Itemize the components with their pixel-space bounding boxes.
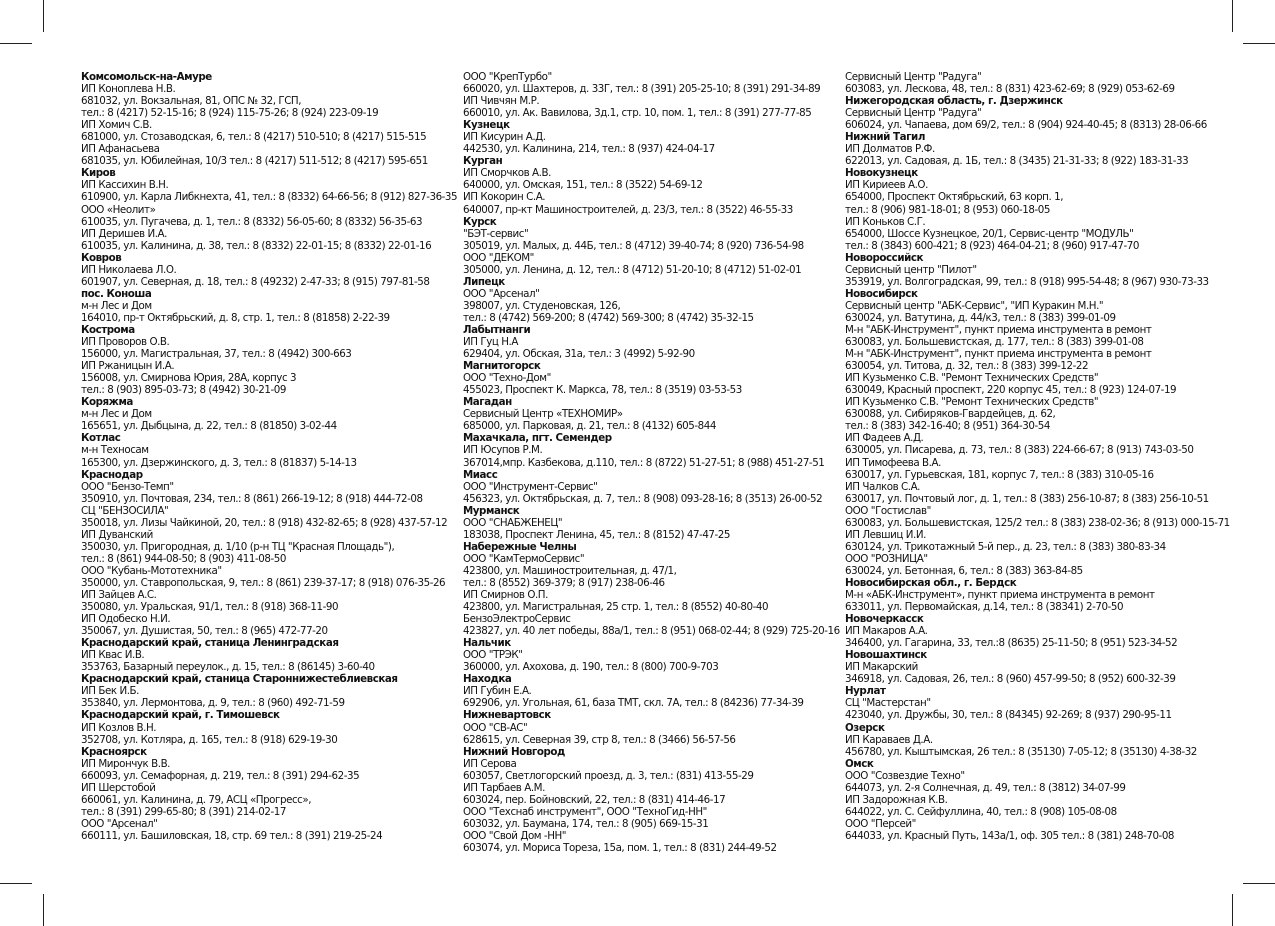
entry-line: 630017, ул. Почтовый лог, д. 1, тел.: 8 (383) 256-10-87; 8 (383) 256-10-51 bbox=[845, 492, 1209, 505]
entry-line: 603057, Светлогорский проезд, д. 3, тел.: (831) 413-55-29 bbox=[463, 769, 754, 782]
entry-line: тел.: 8 (8552) 369-379; 8 (917) 238-06-46 bbox=[463, 576, 665, 589]
entry-line: 630054, ул. Титова, д. 32, тел.: 8 (383) 399-12-22 bbox=[845, 360, 1089, 373]
entry-line: 622013, ул. Садовая, д. 1Б, тел.: 8 (3435) 21-31-33; 8 (922) 183-31-33 bbox=[845, 155, 1189, 168]
entry-line: 692906, ул. Угольная, 61, база ТМТ, скл. 7А, тел.: 8 (84236) 77-34-39 bbox=[463, 697, 804, 710]
city-heading: Находка bbox=[463, 673, 512, 686]
entry-line: 183038, Проспект Ленина, 45, тел.: 8 (8152) 47-47-25 bbox=[463, 528, 730, 541]
entry-line: БензоЭлектроСервис bbox=[463, 613, 571, 626]
entry-line: тел.: 8 (3843) 600-421; 8 (923) 464-04-21; 8 (960) 917-47-70 bbox=[845, 239, 1139, 252]
entry-line: 603032, ул. Баумана, 174, тел.: 8 (905) 669-15-31 bbox=[463, 817, 709, 830]
city-heading: Озерск bbox=[845, 721, 885, 734]
entry-line: ООО "Бензо-Темп" bbox=[81, 480, 174, 493]
crop-mark-top-left bbox=[43, 0, 44, 32]
crop-mark-bottom-left bbox=[43, 894, 44, 926]
entry-line: тел.: 8 (383) 342-16-40; 8 (951) 364-30-54 bbox=[845, 420, 1050, 433]
entry-line: 681032, ул. Вокзальная, 81, ОПС № 32, ГСП, bbox=[81, 95, 302, 108]
city-heading: Нурлат bbox=[845, 685, 886, 698]
entry-line: СЦ "Мастерстан" bbox=[845, 697, 931, 710]
entry-line: ИП Ржаницын И.А. bbox=[81, 360, 175, 373]
city-heading: Курган bbox=[463, 155, 503, 168]
city-heading: Набережные Челны bbox=[463, 540, 577, 553]
entry-line: 456780, ул. Кыштымская, 26 тел.: 8 (35130) 7-05-12; 8 (35130) 4-38-32 bbox=[845, 745, 1197, 758]
entry-line: 350030, ул. Пригородная, д. 1/10 (р-н ТЦ "Красная Площадь"), bbox=[81, 540, 395, 553]
city-heading: Магнитогорск bbox=[463, 360, 541, 373]
entry-line: ИП Деришев И.А. bbox=[81, 227, 167, 240]
entry-line: ИП Чалков С.А. bbox=[845, 480, 921, 493]
entry-line: ООО "Техснаб инструмент", ООО "ТехноГид-НН" bbox=[463, 805, 707, 818]
entry-line: 156000, ул. Магистральная, 37, тел.: 8 (4942) 300-663 bbox=[81, 348, 352, 361]
entry-line: 630005, ул. Писарева, д. 73, тел.: 8 (383) 224-66-67; 8 (913) 743-03-50 bbox=[845, 444, 1194, 457]
entry-line: 350018, ул. Лизы Чайкиной, 20, тел.: 8 (918) 432-82-65; 8 (928) 437-57-12 bbox=[81, 516, 448, 529]
entry-line: ИП Коноплева Н.В. bbox=[81, 83, 176, 96]
city-heading: Мурманск bbox=[463, 504, 520, 517]
city-heading: Киров bbox=[81, 167, 116, 180]
entry-line: ИП Кириеев А.О. bbox=[845, 179, 928, 192]
entry-line: ООО "Инструмент-Сервис" bbox=[463, 480, 598, 493]
city-heading: Махачкала, пгт. Семендер bbox=[463, 432, 612, 445]
entry-line: 353763, Базарный переулок., д. 15, тел.: 8 (86145) 3-60-40 bbox=[81, 661, 375, 674]
entry-line: ООО "РОЗНИЦА" bbox=[845, 552, 928, 565]
entry-line: 305019, ул. Малых, д. 44Б, тел.: 8 (4712) 39-40-74; 8 (920) 736-54-98 bbox=[463, 239, 804, 252]
entry-line: ИП Макарский bbox=[845, 661, 918, 674]
entry-line: ООО "КрепТурбо" bbox=[463, 71, 552, 83]
city-heading: Нижегородская область, г. Дзержинск bbox=[845, 95, 1063, 108]
entry-line: тел.: 8 (903) 895-03-73; 8 (4942) 30-21-09 bbox=[81, 384, 286, 397]
city-heading: пос. Коноша bbox=[81, 287, 152, 300]
entry-line: "БЭТ-сервис" bbox=[463, 227, 529, 240]
city-heading: Красноярск bbox=[81, 745, 147, 758]
entry-line: тел.: 8 (391) 299-65-80; 8 (391) 214-02-17 bbox=[81, 805, 286, 818]
crop-mark-left-lower bbox=[0, 883, 32, 884]
entry-line: ИП Кокорин С.А. bbox=[463, 191, 546, 204]
entry-line: ООО "СВ-АС" bbox=[463, 721, 528, 734]
entry-line: 628615, ул. Северная 39, стр 8, тел.: 8 (3466) 56-57-56 bbox=[463, 733, 736, 746]
city-heading: Новосибирск bbox=[845, 287, 918, 300]
crop-mark-right-upper bbox=[1243, 43, 1275, 44]
entry-line: М-н «АБК-Инструмент», пункт приема инструмента в ремонт bbox=[845, 589, 1155, 602]
entry-line: ИП Мирончук В.В. bbox=[81, 757, 171, 770]
entry-line: Сервисный Центр "Радуга" bbox=[845, 71, 982, 83]
entry-line: ИП Кузьменко С.В. "Ремонт Технических Средств" bbox=[845, 372, 1099, 385]
entry-line: ООО "КамТермоСервис" bbox=[463, 552, 585, 565]
entry-line: 603083, ул. Лескова, 48, тел.: 8 (831) 423-62-69; 8 (929) 053-62-69 bbox=[845, 83, 1175, 96]
service-center-column-1 bbox=[81, 71, 458, 842]
entry-line: ИП Долматов Р.Ф. bbox=[845, 143, 935, 156]
entry-line: ООО «Неолит» bbox=[81, 203, 156, 216]
entry-line: 352708, ул. Котляра, д. 165, тел.: 8 (918) 629-19-30 bbox=[81, 733, 338, 746]
entry-line: 660061, ул. Калинина, д. 79, АСЦ «Прогресс», bbox=[81, 793, 312, 806]
entry-line: ИП Кисурин А.Д. bbox=[463, 131, 546, 144]
entry-line: 660093, ул. Семафорная, д. 219, тел.: 8 (391) 294-62-35 bbox=[81, 769, 360, 782]
entry-line: ИП Зайцев А.С. bbox=[81, 589, 157, 602]
entry-line: 681000, ул. Стозаводская, 6, тел.: 8 (4217) 510-510; 8 (4217) 515-515 bbox=[81, 131, 427, 144]
entry-line: ИП Квас И.В. bbox=[81, 649, 145, 662]
entry-line: ООО "ДЕКОМ" bbox=[463, 251, 534, 264]
entry-line: ИП Серова bbox=[463, 757, 517, 770]
entry-line: м-н Лес и Дом bbox=[81, 299, 152, 312]
entry-line: ИП Тарбаев А.М. bbox=[463, 781, 545, 794]
entry-line: ИП Коньков С.Г. bbox=[845, 215, 926, 228]
entry-line: ИП Кузьменко С.В. "Ремонт Технических Средств" bbox=[845, 396, 1099, 409]
city-heading: Миасс bbox=[463, 468, 498, 481]
entry-line: ООО "Кубань-Мототехника" bbox=[81, 564, 222, 577]
entry-line: М-н "АБК-Инструмент", пункт приема инструмента в ремонт bbox=[845, 323, 1152, 336]
entry-line: ООО "ТРЭК" bbox=[463, 649, 523, 662]
entry-line: 630024, ул. Бетонная, 6, тел.: 8 (383) 363-84-85 bbox=[845, 564, 1083, 577]
entry-line: ИП Одобеско Н.И. bbox=[81, 613, 171, 626]
entry-line: 640000, ул. Омская, 151, тел.: 8 (3522) 54-69-12 bbox=[463, 179, 703, 192]
entry-line: ИП Юсупов Р.М. bbox=[463, 444, 543, 457]
city-heading: Магадан bbox=[463, 396, 512, 409]
entry-line: 350080, ул. Уральская, 91/1, тел.: 8 (918) 368-11-90 bbox=[81, 601, 339, 614]
entry-line: ООО "Свой Дом -НН" bbox=[463, 829, 567, 842]
entry-line: 423040, ул. Дружбы, 30, тел.: 8 (84345) 92-269; 8 (937) 290-95-11 bbox=[845, 709, 1172, 722]
entry-line: 398007, ул. Студеновская, 126, bbox=[463, 299, 621, 312]
city-heading: Котлас bbox=[81, 432, 121, 445]
entry-line: 350910, ул. Почтовая, 234, тел.: 8 (861) 266-19-12; 8 (918) 444-72-08 bbox=[81, 492, 423, 505]
entry-line: ИП Левшиц И.И. bbox=[845, 528, 926, 541]
crop-mark-right-lower bbox=[1243, 883, 1275, 884]
entry-line: 346400, ул. Гагарина, 33, тел.:8 (8635) 25-11-50; 8 (951) 523-34-52 bbox=[845, 637, 1178, 650]
entry-line: М-н "АБК-Инструмент", пункт приема инструмента в ремонт bbox=[845, 348, 1152, 361]
entry-line: ИП Шерстобой bbox=[81, 781, 156, 794]
entry-line: ООО "Гостислав" bbox=[845, 504, 931, 517]
entry-line: 606024, ул. Чапаева, дом 69/2, тел.: 8 (904) 924-40-45; 8 (8313) 28-06-66 bbox=[845, 119, 1207, 132]
city-heading: Краснодарский край, г. Тимошевск bbox=[81, 709, 280, 722]
entry-line: 630088, ул. Сибиряков-Гвардейцев, д. 62, bbox=[845, 408, 1056, 421]
entry-line: тел.: 8 (4742) 569-200; 8 (4742) 569-300; 8 (4742) 35-32-15 bbox=[463, 311, 754, 324]
entry-line: ИП Караваев Д.А. bbox=[845, 733, 933, 746]
crop-mark-top-right bbox=[1232, 0, 1233, 32]
city-heading: Кострома bbox=[81, 323, 135, 336]
entry-line: 360000, ул. Ахохова, д. 190, тел.: 8 (800) 700-9-703 bbox=[463, 661, 719, 674]
city-heading: Новошахтинск bbox=[845, 649, 927, 662]
entry-line: 346918, ул. Садовая, 26, тел.: 8 (960) 457-99-50; 8 (952) 600-32-39 bbox=[845, 673, 1176, 686]
city-heading: Нальчик bbox=[463, 637, 511, 650]
city-heading: Липецк bbox=[463, 275, 505, 288]
entry-line: 610900, ул. Карла Либкнехта, 41, тел.: 8 (8332) 64-66-56; 8 (912) 827-36-35 bbox=[81, 191, 458, 204]
crop-mark-bottom-right bbox=[1232, 894, 1233, 926]
entry-line: м-н Техносам bbox=[81, 444, 149, 457]
entry-line: 156008, ул. Смирнова Юрия, 28А, корпус 3 bbox=[81, 372, 297, 385]
entry-line: 629404, ул. Обская, 31а, тел.: 3 (4992) 5-92-90 bbox=[463, 348, 695, 361]
city-heading: Краснодарский край, станица Ленинградская bbox=[81, 637, 339, 650]
entry-line: ИП Чивчян М.Р. bbox=[463, 95, 540, 108]
entry-line: Сервисный центр "АБК-Сервис", "ИП Куракин М.Н." bbox=[845, 299, 1104, 312]
entry-line: 353840, ул. Лермонтова, д. 9, тел.: 8 (960) 492-71-59 bbox=[81, 697, 345, 710]
entry-line: 654000, Проспект Октябрьский, 63 корп. 1, bbox=[845, 191, 1064, 204]
crop-mark-left-upper bbox=[0, 43, 32, 44]
entry-line: 423827, ул. 40 лет победы, 88а/1, тел.: 8 (951) 068-02-44; 8 (929) 725-20-16 bbox=[463, 625, 840, 638]
city-heading: Лабытнанги bbox=[463, 323, 531, 336]
city-heading: Комсомольск-на-Амуре bbox=[81, 71, 212, 83]
entry-line: 164010, пр-т Октябрьский, д. 8, стр. 1, тел.: 8 (81858) 2-22-39 bbox=[81, 311, 390, 324]
entry-line: ИП Тимофеева В.А. bbox=[845, 456, 941, 469]
entry-line: 630024, ул. Ватутина, д. 44/к3, тел.: 8 (383) 399-01-09 bbox=[845, 311, 1116, 324]
entry-line: ИП Бек И.Б. bbox=[81, 685, 139, 698]
entry-line: 630083, ул. Большевистская, д. 177, тел.: 8 (383) 399-01-08 bbox=[845, 336, 1144, 349]
entry-line: 367014,мпр. Казбекова, д.110, тел.: 8 (8722) 51-27-51; 8 (988) 451-27-51 bbox=[463, 456, 825, 469]
entry-line: 603074, ул. Мориса Тореза, 15а, пом. 1, тел.: 8 (831) 244-49-52 bbox=[463, 842, 777, 854]
entry-line: 630124, ул. Трикотажный 5-й пер., д. 23, тел.: 8 (383) 380-83-34 bbox=[845, 540, 1166, 553]
entry-line: ИП Николаева Л.О. bbox=[81, 263, 177, 276]
entry-line: 644022, ул. С. Сейфуллина, 40, тел.: 8 (908) 105-08-08 bbox=[845, 805, 1117, 818]
entry-line: 633011, ул. Первомайская, д.14, тел.: 8 (38341) 2-70-50 bbox=[845, 601, 1124, 614]
entry-line: 630017, ул. Гурьевская, 181, корпус 7, тел.: 8 (383) 310-05-16 bbox=[845, 468, 1154, 481]
entry-line: тел.: 8 (4217) 52-15-16; 8 (924) 115-75-26; 8 (924) 223-09-19 bbox=[81, 107, 379, 120]
entry-line: 640007, пр-кт Машиностроителей, д. 23/3, тел.: 8 (3522) 46-55-33 bbox=[463, 203, 793, 216]
entry-line: Сервисный Центр «ТЕХНОМИР» bbox=[463, 408, 623, 421]
entry-line: 660111, ул. Башиловская, 18, стр. 69 тел.: 8 (391) 219-25-24 bbox=[81, 829, 383, 842]
city-heading: Нижний Тагил bbox=[845, 131, 925, 144]
entry-line: ИП Сморчков А.В. bbox=[463, 167, 551, 180]
entry-line: ИП Хомич С.В. bbox=[81, 119, 152, 132]
entry-line: тел.: 8 (861) 944-08-50; 8 (903) 411-08-50 bbox=[81, 552, 286, 565]
city-heading: Новочеркасск bbox=[845, 613, 924, 626]
entry-line: 644033, ул. Красный Путь, 143а/1, оф. 305 тел.: 8 (381) 248-70-08 bbox=[845, 829, 1175, 842]
entry-line: ООО "СНАБЖЕНЕЦ" bbox=[463, 516, 563, 529]
entry-line: ИП Афанасьева bbox=[81, 143, 160, 156]
entry-line: Сервисный Центр "Радуга" bbox=[845, 107, 982, 120]
entry-line: ИП Макаров А.А. bbox=[845, 625, 928, 638]
entry-line: 654000, Шоссе Кузнецкое, 20/1, Сервис-центр "МОДУЛЬ" bbox=[845, 227, 1134, 240]
city-heading: Коряжма bbox=[81, 396, 133, 409]
entry-line: 442530, ул. Калинина, 214, тел.: 8 (937) 424-04-17 bbox=[463, 143, 715, 156]
entry-line: ИП Козлов В.Н. bbox=[81, 721, 157, 734]
entry-line: 660020, ул. Шахтеров, д. 33Г, тел.: 8 (391) 205-25-10; 8 (391) 291-34-89 bbox=[463, 83, 821, 96]
city-heading: Новосибирская обл., г. Бердск bbox=[845, 576, 1017, 589]
entry-line: 165300, ул. Дзержинского, д. 3, тел.: 8 (81837) 5-14-13 bbox=[81, 456, 357, 469]
entry-line: 610035, ул. Пугачева, д. 1, тел.: 8 (8332) 56-05-60; 8 (8332) 56-35-63 bbox=[81, 215, 423, 228]
entry-line: 601907, ул. Северная, д. 18, тел.: 8 (49232) 2-47-33; 8 (915) 797-81-58 bbox=[81, 275, 430, 288]
entry-line: 630049, Красный проспект, 220 корпус 45, тел.: 8 (923) 124-07-19 bbox=[845, 384, 1177, 397]
city-heading: Новокузнецк bbox=[845, 167, 918, 180]
entry-line: 603024, пер. Бойновский, 22, тел.: 8 (831) 414-46-17 bbox=[463, 793, 726, 806]
city-heading: Краснодар bbox=[81, 468, 143, 481]
entry-line: ИП Дуванский bbox=[81, 528, 153, 541]
entry-line: 685000, ул. Парковая, д. 21, тел.: 8 (4132) 605-844 bbox=[463, 420, 716, 433]
city-heading: Кузнецк bbox=[463, 119, 510, 132]
entry-line: 455023, Проспект К. Маркса, 78, тел.: 8 (3519) 03-53-53 bbox=[463, 384, 742, 397]
entry-line: Сервисный центр "Пилот" bbox=[845, 263, 977, 276]
city-heading: Омск bbox=[845, 757, 874, 770]
entry-line: ООО "Арсенал" bbox=[463, 287, 540, 300]
city-heading: Курск bbox=[463, 215, 497, 228]
entry-line: 350000, ул. Ставропольская, 9, тел.: 8 (861) 239-37-17; 8 (918) 076-35-26 bbox=[81, 576, 446, 589]
entry-line: 630083, ул. Большевистская, 125/2 тел.: 8 (383) 238-02-36; 8 (913) 000-15-71 bbox=[845, 516, 1230, 529]
entry-line: ООО "Созвездие Техно" bbox=[845, 769, 965, 782]
entry-line: 681035, ул. Юбилейная, 10/3 тел.: 8 (4217) 511-512; 8 (4217) 595-651 bbox=[81, 155, 428, 168]
entry-line: ИП Смирнов О.П. bbox=[463, 589, 548, 602]
entry-line: 610035, ул. Калинина, д. 38, тел.: 8 (8332) 22-01-15; 8 (8332) 22-01-16 bbox=[81, 239, 432, 252]
entry-line: ИП Гуц Н.А bbox=[463, 336, 518, 349]
city-heading: Нижневартовск bbox=[463, 709, 551, 722]
entry-line: 305000, ул. Ленина, д. 12, тел.: 8 (4712) 51-20-10; 8 (4712) 51-02-01 bbox=[463, 263, 802, 276]
entry-line: 644073, ул. 2-я Солнечная, д. 49, тел.: 8 (3812) 34-07-99 bbox=[845, 781, 1126, 794]
entry-line: ИП Губин Е.А. bbox=[463, 685, 532, 698]
entry-line: ООО "Техно-Дом" bbox=[463, 372, 551, 385]
entry-line: ООО "Персей" bbox=[845, 817, 916, 830]
entry-line: м-н Лес и Дом bbox=[81, 408, 152, 421]
entry-line: ООО "Арсенал" bbox=[81, 817, 158, 830]
entry-line: ИП Кассихин В.Н. bbox=[81, 179, 169, 192]
entry-line: ИП Проворов О.В. bbox=[81, 336, 170, 349]
city-heading: Новороссийск bbox=[845, 251, 924, 264]
city-heading: Ковров bbox=[81, 251, 122, 264]
service-center-column-3 bbox=[845, 71, 1230, 842]
city-heading: Нижний Новгород bbox=[463, 745, 565, 758]
entry-line: ИП Фадеев А.Д. bbox=[845, 432, 924, 445]
entry-line: тел.: 8 (906) 981-18-01; 8 (953) 060-18-05 bbox=[845, 203, 1050, 216]
entry-line: 353919, ул. Волгоградская, 99, тел.: 8 (918) 995-54-48; 8 (967) 930-73-33 bbox=[845, 275, 1209, 288]
entry-line: СЦ "БЕНЗОСИЛА" bbox=[81, 504, 169, 517]
entry-line: 423800, ул. Магистральная, 25 стр. 1, тел.: 8 (8552) 40-80-40 bbox=[463, 601, 769, 614]
service-center-column-2 bbox=[463, 71, 840, 854]
entry-line: 423800, ул. Машиностроительная, д. 47/1, bbox=[463, 564, 677, 577]
entry-line: 165651, ул. Дыбцына, д. 22, тел.: 8 (81850) 3-02-44 bbox=[81, 420, 337, 433]
entry-line: ИП Задорожная К.В. bbox=[845, 793, 948, 806]
entry-line: 350067, ул. Душистая, 50, тел.: 8 (965) 472-77-20 bbox=[81, 625, 328, 638]
city-heading: Краснодарский край, станица Староннижестеблиевская bbox=[81, 673, 398, 686]
entry-line: 660010, ул. Ак. Вавилова, 3д.1, стр. 10, пом. 1, тел.: 8 (391) 277-77-85 bbox=[463, 107, 812, 120]
entry-line: 456323, ул. Октябрьская, д. 7, тел.: 8 (908) 093-28-16; 8 (3513) 26-00-52 bbox=[463, 492, 823, 505]
